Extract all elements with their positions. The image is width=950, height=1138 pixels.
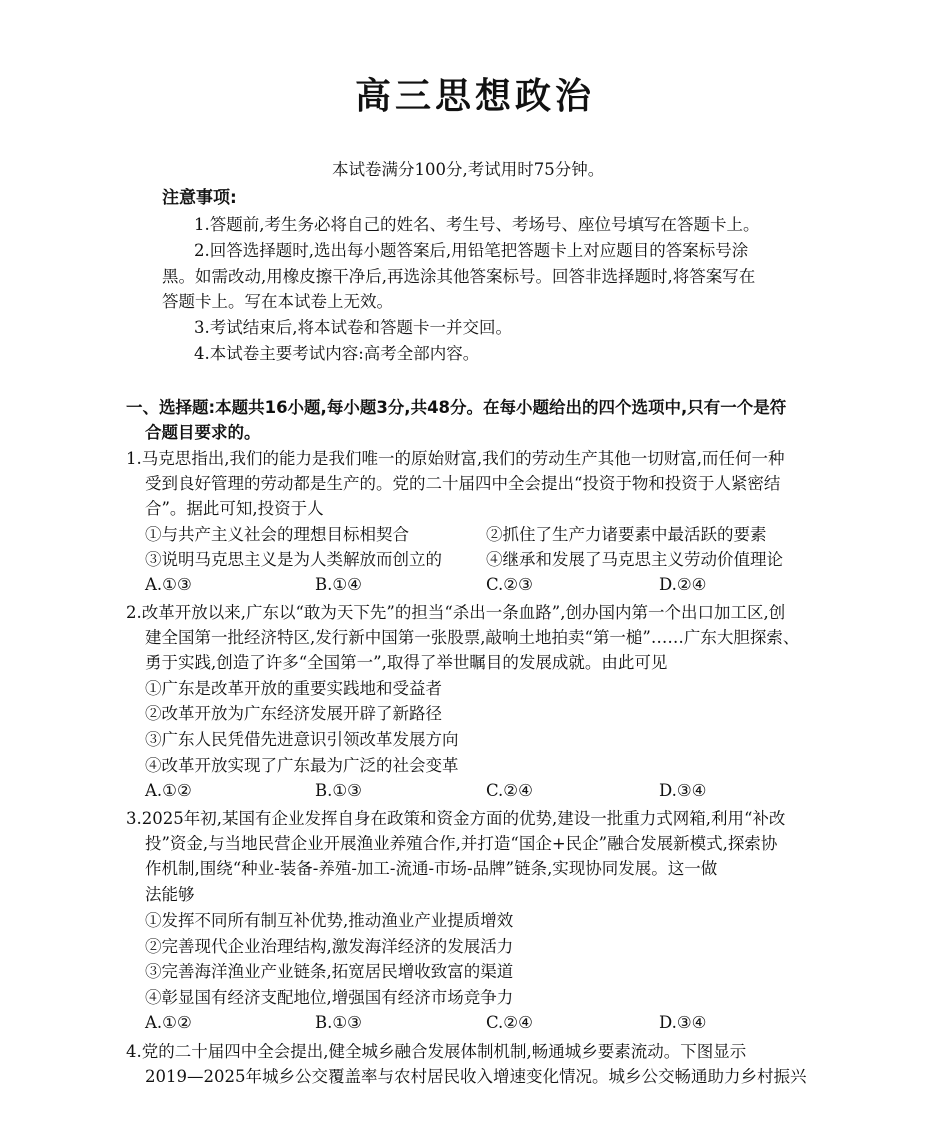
q1-choice-d: D.②④ xyxy=(659,575,707,594)
q3-choice-c: C.②④ xyxy=(486,1013,533,1032)
q1-statement-4: ④继承和发展了马克思主义劳动价值理论 xyxy=(486,550,783,569)
notice-heading: 注意事项: xyxy=(162,188,237,208)
q2-statement-2: ②改革开放为广东经济发展开辟了新路径 xyxy=(145,704,442,723)
q3-statement-1: ①发挥不同所有制互补优势,推动渔业产业提质增效 xyxy=(145,911,514,930)
notice-line-2b: 黑。如需改动,用橡皮擦干净后,再选涂其他答案标号。回答非选择题时,将答案写在 xyxy=(162,267,756,286)
notice-line-1: 1.答题前,考生务必将自己的姓名、考生号、考场号、座位号填写在答题卡上。 xyxy=(194,215,760,234)
q2-choice-a: A.①② xyxy=(145,781,192,800)
notice-line-3: 3.考试结束后,将本试卷和答题卡一并交回。 xyxy=(194,318,512,337)
q3-statement-3: ③完善海洋渔业产业链条,拓宽居民增收致富的渠道 xyxy=(145,962,514,981)
q2-statement-1: ①广东是改革开放的重要实践地和受益者 xyxy=(145,679,442,698)
q2-stem-line-3: 勇于实践,创造了许多“全国第一”,取得了举世瞩目的发展成就。由此可见 xyxy=(145,653,668,672)
notice-line-4: 4.本试卷主要考试内容:高考全部内容。 xyxy=(194,344,480,363)
exam-title: 高三思想政治 xyxy=(354,76,595,117)
q3-statement-4: ④彰显国有经济支配地位,增强国有经济市场竞争力 xyxy=(145,988,514,1007)
q2-choice-d: D.③④ xyxy=(659,781,707,800)
q3-choice-a: A.①② xyxy=(145,1013,192,1032)
q1-choice-b: B.①④ xyxy=(315,575,362,594)
q3-stem-line-1: 3.2025年初,某国有企业发挥自身在政策和资金方面的优势,建设一批重力式网箱,利用“补改 xyxy=(126,809,786,828)
q1-stem-line-3: 合”。据此可知,投资于人 xyxy=(145,499,324,518)
q1-statement-1: ①与共产主义社会的理想目标相契合 xyxy=(145,525,409,544)
q1-statement-3: ③说明马克思主义是为人类解放而创立的 xyxy=(145,550,442,569)
q3-stem-line-2: 投”资金,与当地民营企业开展渔业养殖合作,并打造“国企+民企”融合发展新模式,探索协 xyxy=(145,834,778,853)
q4-stem-line-2: 2019—2025年城乡公交覆盖率与农村居民收入增速变化情况。城乡公交畅通助力乡村振兴 xyxy=(145,1067,807,1086)
q4-stem-line-1: 4.党的二十届四中全会提出,健全城乡融合发展体制机制,畅通城乡要素流动。下图显示 xyxy=(126,1042,747,1061)
q3-choice-b: B.①③ xyxy=(315,1013,362,1032)
q1-choice-a: A.①③ xyxy=(145,575,192,594)
q2-statement-4: ④改革开放实现了广东最为广泛的社会变革 xyxy=(145,756,459,775)
q1-statement-2: ②抓住了生产力诸要素中最活跃的要素 xyxy=(486,525,767,544)
notice-line-2c: 答题卡上。写在本试卷上无效。 xyxy=(162,292,393,311)
q3-statement-2: ②完善现代企业治理结构,激发海洋经济的发展活力 xyxy=(145,937,514,956)
q3-stem-line-3: 作机制,围绕“种业-装备-养殖-加工-流通-市场-品牌”链条,实现协同发展。这一做 xyxy=(145,859,718,878)
q2-choice-c: C.②④ xyxy=(486,781,533,800)
section-heading-line-1: 一、选择题:本题共16小题,每小题3分,共48分。在每小题给出的四个选项中,只有一个是符 xyxy=(126,398,787,417)
q2-stem-line-1: 2.改革开放以来,广东以“敢为天下先”的担当“杀出一条血路”,创办国内第一个出口加工区,创 xyxy=(126,603,786,622)
section-heading-line-2: 合题目要求的。 xyxy=(145,423,261,442)
q1-stem-line-2: 受到良好管理的劳动都是生产的。党的二十届四中全会提出“投资于物和投资于人紧密结 xyxy=(145,474,781,493)
exam-intro: 本试卷满分100分,考试用时75分钟。 xyxy=(332,160,605,179)
q3-stem-line-4: 法能够 xyxy=(145,885,195,904)
q2-choice-b: B.①③ xyxy=(315,781,362,800)
q1-stem-line-1: 1.马克思指出,我们的能力是我们唯一的原始财富,我们的劳动生产其他一切财富,而任何一种 xyxy=(126,449,785,468)
q2-statement-3: ③广东人民凭借先进意识引领改革发展方向 xyxy=(145,730,459,749)
q1-choice-c: C.②③ xyxy=(486,575,533,594)
q2-stem-line-2: 建全国第一批经济特区,发行新中国第一张股票,敲响土地拍卖“第一槌”……广东大胆探索、 xyxy=(145,628,800,647)
notice-line-2a: 2.回答选择题时,选出每小题答案后,用铅笔把答题卡上对应题目的答案标号涂 xyxy=(194,241,749,260)
q3-choice-d: D.③④ xyxy=(659,1013,707,1032)
